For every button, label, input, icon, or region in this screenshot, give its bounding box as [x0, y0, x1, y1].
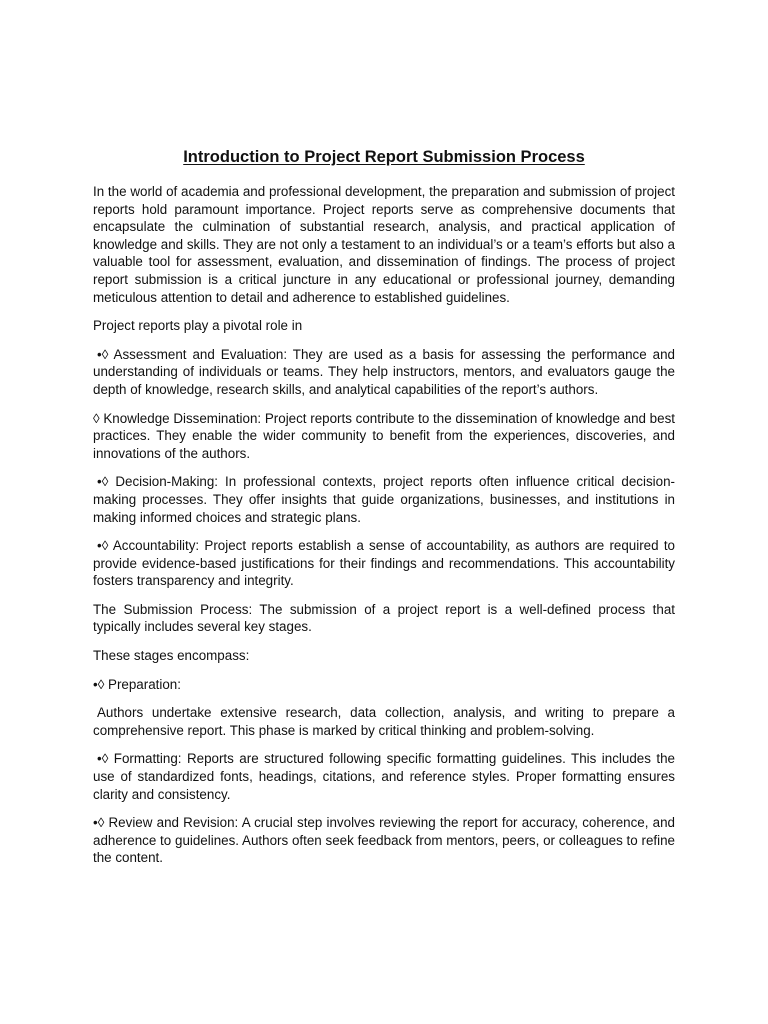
preparation-paragraph: Authors undertake extensive research, data collection, analysis, and writing to prepare a comprehensive report. This phase is marked by critical thinking and problem-solving.: [93, 705, 675, 738]
assessment-paragraph: •◊ Assessment and Evaluation: They are used as a basis for assessing the performance and understanding of individuals or teams. They help instructors, mentors, and evaluators gauge the depth of knowledge, research skills, and analytical capabilities of the report’s authors.: [93, 346, 675, 397]
intro-paragraph: In the world of academia and professional development, the preparation and submission of project reports hold paramount importance. Project reports serve as comprehensive documents that encapsulate the culmination of substantial research, analysis, and practical application of knowledge and skills. They are not only a testament to an individual’s or a team’s efforts but also a valuable tool for assessment, evaluation, and dissemination of findings. The process of project report submission is a critical juncture in any educational or professional journey, demanding meticulous attention to detail and adherence to established guidelines.: [93, 184, 675, 305]
review-revision-paragraph: •◊ Review and Revision: A crucial step involves reviewing the report for accuracy, coherence, and adherence to guidelines. Authors often seek feedback from mentors, peers, or colleagues to refine the content.: [93, 815, 675, 866]
roles-lead-paragraph: Project reports play a pivotal role in: [93, 318, 303, 334]
accountability-paragraph: •◊ Accountability: Project reports establish a sense of accountability, as authors are required to provide evidence-based justifications for their findings and recommendations. This accountability fosters transparency and integrity.: [93, 538, 675, 589]
document-title: Introduction to Project Report Submission Process: [183, 148, 585, 166]
formatting-paragraph: •◊ Formatting: Reports are structured following specific formatting guidelines. This includes the use of standardized fonts, headings, citations, and reference styles. Proper formatting ensures clarity and consistency.: [93, 751, 675, 802]
knowledge-paragraph: ◊ Knowledge Dissemination: Project reports contribute to the dissemination of knowledge and best practices. They enable the wider community to benefit from the experiences, discoveries, and innovations of the authors.: [93, 410, 675, 461]
decision-making-paragraph: •◊ Decision-Making: In professional contexts, project reports often influence critical decision-making processes. They offer insights that guide organizations, businesses, and institutions in making informed choices and strategic plans.: [93, 474, 675, 525]
submission-process-paragraph: The Submission Process: The submission of a project report is a well-defined process that typically includes several key stages.: [93, 601, 675, 635]
document-body: [93, 146, 675, 878]
stages-lead-paragraph: These stages encompass:: [93, 648, 250, 664]
preparation-heading: •◊ Preparation:: [93, 676, 181, 692]
